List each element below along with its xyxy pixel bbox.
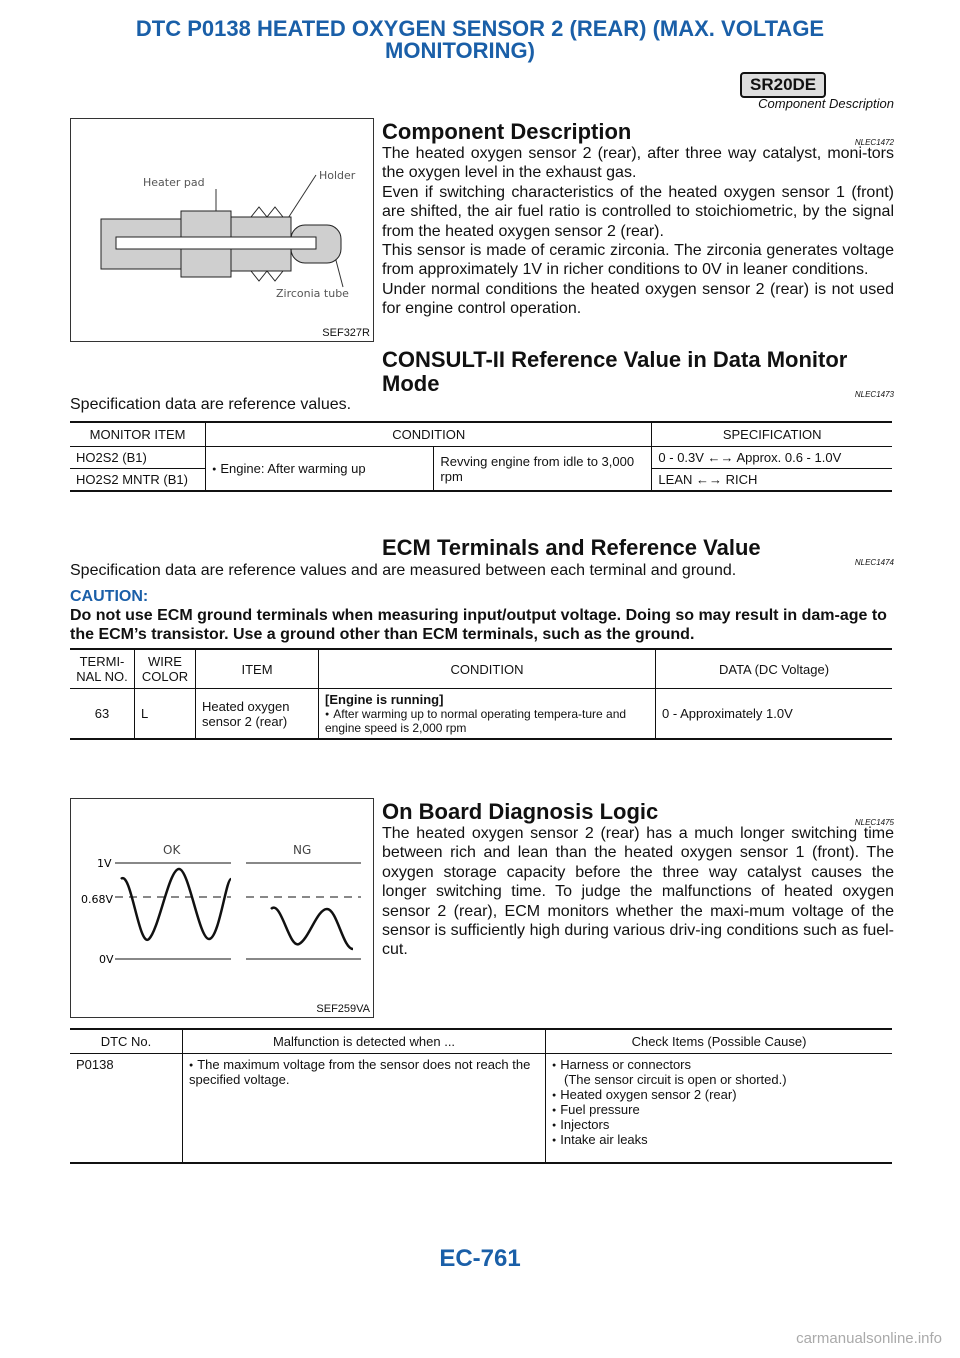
ng-label: NG	[293, 843, 312, 857]
paragraph: Under normal conditions the heated oxygen sensor 2 (rear) is not used for engine control operation.	[382, 280, 894, 318]
table-row	[70, 689, 892, 739]
caution-heading: CAUTION:	[70, 588, 149, 605]
condition-1: ● Engine: After warming up	[212, 461, 365, 476]
obd-section	[382, 800, 894, 960]
holder-label: Holder	[319, 169, 356, 182]
header-title-line1: DTC P0138 HEATED OXYGEN SENSOR 2 (REAR) (MAX. VOLTAGE	[135, 16, 825, 41]
sensor-cross-section-drawing	[71, 119, 373, 341]
dc-voltage: 0 - Approximately 1.0V	[656, 689, 893, 739]
page-header-title	[90, 18, 870, 62]
table-row	[70, 1054, 892, 1162]
ecm-intro: Specification data are reference values and are measured between each terminal and ground.	[70, 562, 737, 579]
table-header-row	[70, 423, 892, 447]
figure-caption: SEF327R	[322, 327, 370, 339]
condition	[319, 689, 656, 739]
waveform-figure	[70, 798, 374, 1018]
page-number: EC-761	[439, 1245, 521, 1272]
check-items	[546, 1054, 893, 1162]
table-header-row	[70, 650, 892, 689]
waveform-drawing	[71, 799, 373, 1017]
specification: 0 - 0.3V ←→ Approx. 0.6 - 1.0V	[652, 447, 892, 469]
ok-waveform	[121, 869, 231, 940]
section-title: On Board Diagnosis Logic	[382, 799, 659, 824]
section-title: ECM Terminals and Reference Value	[382, 535, 761, 560]
consult-intro: Specification data are reference values.	[70, 396, 352, 413]
specification: LEAN ←→ RICH	[652, 469, 892, 491]
sensor-body	[101, 207, 341, 281]
terminal-number: 63	[94, 706, 110, 721]
malfunction-condition: ● The maximum voltage from the sensor does not reach the specified voltage.	[189, 1057, 539, 1087]
check-item: ● Heated oxygen sensor 2 (rear)	[552, 1087, 886, 1102]
section-title: Component Description	[382, 119, 632, 144]
table-header: DATA (DC Voltage)	[656, 650, 893, 689]
watermark: carmanualsonline.info	[796, 1330, 942, 1347]
check-item: ● Fuel pressure	[552, 1102, 886, 1117]
consult-section	[382, 347, 894, 399]
paragraph: The heated oxygen sensor 2 (rear) has a much longer switching time between rich and lean than the heated oxygen sensor 1 (front). The oxygen storage capacity before the three way catalyst causes the longer switching time. To judge the malfunctions of heated oxygen sensor 2 (rear), ECM monitors whether the maxi-mum voltage of the sensor is sufficiently high during various driv-ing conditions such as fuel-cut.	[382, 825, 894, 959]
dtc-number: P0138	[76, 1057, 114, 1072]
condition-heading: [Engine is running]	[325, 692, 444, 707]
consult-table	[70, 421, 892, 492]
paragraph: The heated oxygen sensor 2 (rear), after three way catalyst, moni-tors the oxygen level in the exhaust gas.	[382, 145, 894, 182]
heater-pad-label: Heater pad	[143, 176, 205, 189]
table-row	[70, 447, 892, 469]
table-header: CONDITION	[206, 423, 652, 447]
table-header: CONDITION	[319, 650, 656, 689]
condition-2: Revving engine from idle to 3,000 rpm	[434, 447, 652, 491]
section-title-line1: CONSULT-II Reference Value in Data Monitor	[382, 347, 848, 372]
dtc-table	[70, 1028, 892, 1164]
check-item: ● Injectors	[552, 1117, 886, 1132]
monitor-item: HO2S2 (B1)	[70, 447, 206, 469]
check-item-note: (The sensor circuit is open or shorted.)	[564, 1072, 787, 1087]
section-code: NLEC1475	[854, 818, 894, 827]
ok-label: OK	[163, 843, 181, 857]
sensor-figure	[70, 118, 374, 342]
caution-text: Do not use ECM ground terminals when measuring input/output voltage. Doing so may result in dam-age to the ECM’s transistor. Use a ground other than ECM terminals, such as the ground.	[70, 607, 887, 643]
table-header-row	[70, 1030, 892, 1054]
check-item: ● Intake air leaks	[552, 1132, 886, 1147]
check-item: ● Harness or connectors	[552, 1057, 886, 1072]
header-subtitle: Component Description	[758, 96, 894, 111]
table-header: TERMI-NAL NO.	[70, 650, 135, 689]
condition-bullet: ● After warming up to normal operating tempera-ture and engine speed is 2,000 rpm	[325, 707, 649, 735]
ecm-section	[382, 535, 894, 567]
1v-label: 1V	[97, 857, 112, 870]
engine-badge: SR20DE	[740, 72, 826, 98]
section-title-line2: Mode	[382, 371, 440, 396]
068v-label: 0.68V	[81, 893, 114, 906]
monitor-item: HO2S2 MNTR (B1)	[76, 472, 188, 487]
paragraph: This sensor is made of ceramic zirconia. The zirconia generates voltage from approximately 1V in richer conditions to 0V in leaner conditions.	[382, 242, 894, 279]
table-header: WIRE COLOR	[135, 650, 196, 689]
figure-caption: SEF259VA	[316, 1003, 370, 1015]
table-header: MONITOR ITEM	[70, 423, 206, 447]
caution-block	[70, 588, 894, 644]
section-code: NLEC1472	[854, 138, 894, 147]
component-description-section	[382, 120, 894, 319]
table-header: Malfunction is detected when ...	[183, 1030, 546, 1054]
table-header: ITEM	[196, 650, 319, 689]
ecm-table	[70, 648, 892, 740]
wire-color: L	[135, 689, 196, 739]
header-title-line2: MONITORING)	[385, 38, 535, 63]
section-code: NLEC1474	[854, 558, 894, 567]
0v-label: 0V	[99, 953, 114, 966]
ng-waveform	[271, 908, 353, 949]
table-header: Check Items (Possible Cause)	[546, 1030, 893, 1054]
table-header: SPECIFICATION	[652, 423, 892, 447]
table-header: DTC No.	[70, 1030, 183, 1054]
zirconia-label: Zirconia tube	[276, 287, 349, 300]
item: Heated oxygen sensor 2 (rear)	[196, 689, 319, 739]
section-code: NLEC1473	[854, 390, 894, 399]
paragraph: Even if switching characteristics of the heated oxygen sensor 1 (front) are shifted, the air fuel ratio is controlled to stoichiometric, by the signal from the heated oxygen sensor 2 (rear).	[382, 183, 894, 240]
